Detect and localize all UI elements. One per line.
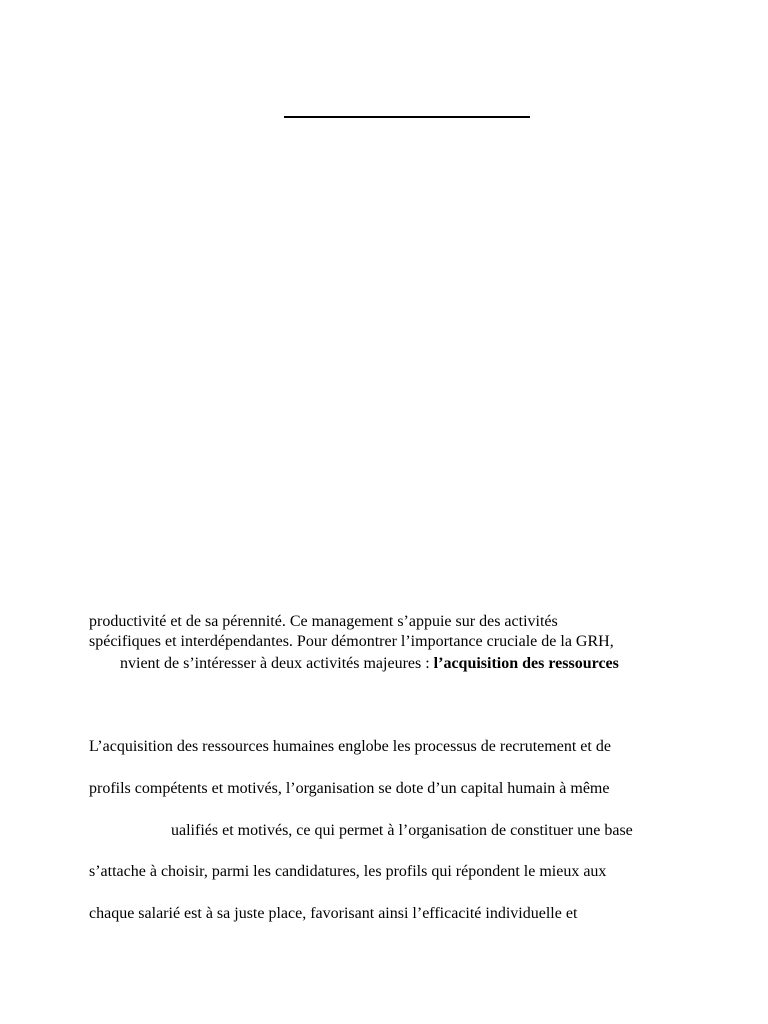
paragraph-2-line-2: profils compétents et motivés, l’organisation se dote d’un capital humain à même <box>89 780 610 797</box>
title-underline <box>284 116 530 118</box>
paragraph-2-line-4: s’attache à choisir, parmi les candidatures, les profils qui répondent le mieux aux <box>89 863 607 880</box>
paragraph-1-line-2: spécifiques et interdépendantes. Pour démontrer l’importance cruciale de la GRH, <box>89 633 614 650</box>
paragraph-2-line-1: L’acquisition des ressources humaines englobe les processus de recrutement et de <box>89 738 611 755</box>
paragraph-1-line-1: productivité et de sa pérennité. Ce management s’appuie sur des activités <box>89 613 558 630</box>
paragraph-2-line-3: ualifiés et motivés, ce qui permet à l’organisation de constituer une base <box>171 822 633 839</box>
paragraph-2-line-5: chaque salarié est à sa juste place, favorisant ainsi l’efficacité individuelle et <box>89 905 578 922</box>
paragraph-1-line-3 <box>120 655 619 673</box>
paragraph-1-line-3-text: nvient de s’intéresser à deux activités majeures : <box>120 655 434 672</box>
paragraph-1-line-3-bold: l’acquisition des ressources <box>433 655 619 672</box>
